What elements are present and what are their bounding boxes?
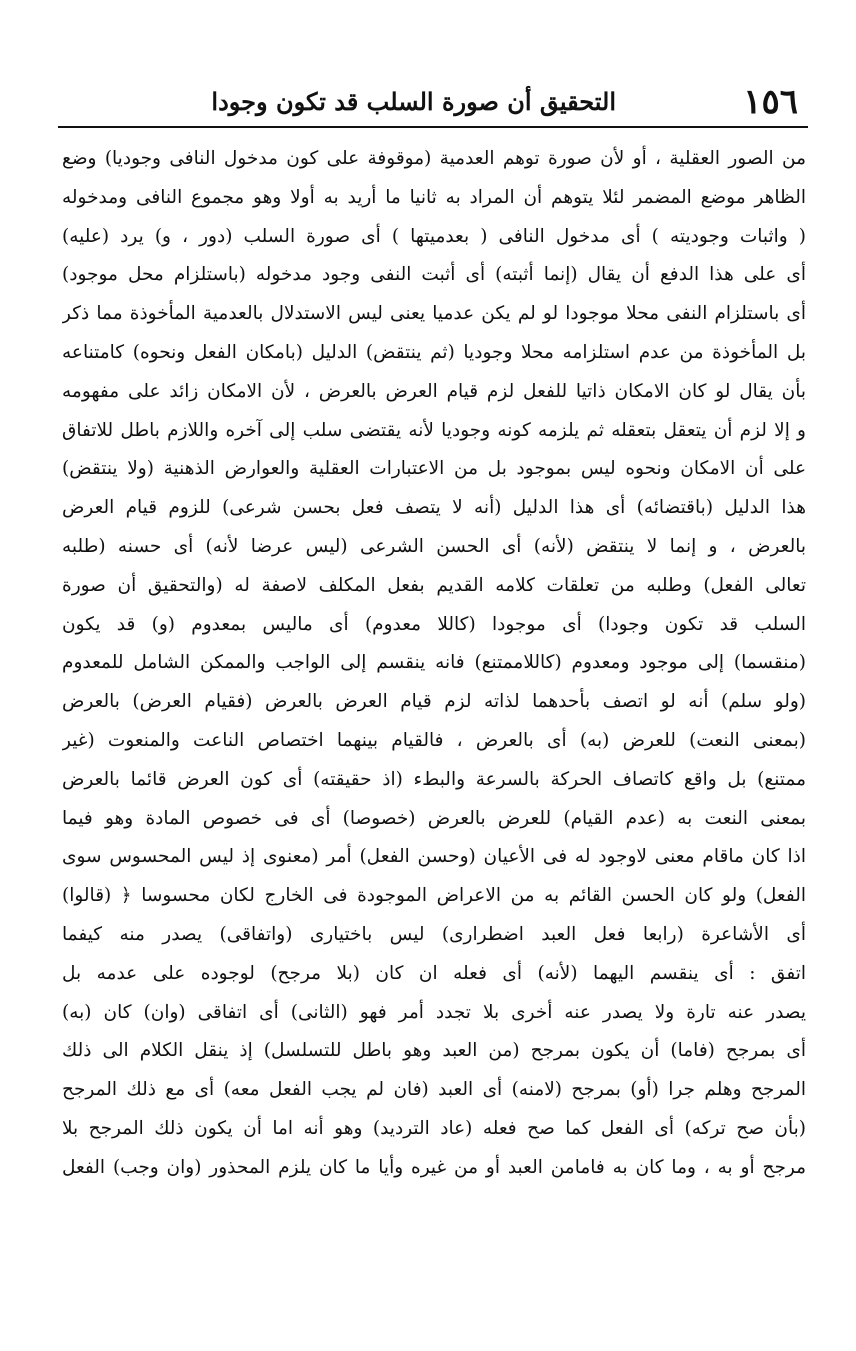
text-line: (بمعنى النعت) للعرض (به) أى بالعرض ، فالقيام بينهما اختصاص الناعت والمنعوت (غير [62,729,806,751]
text-line: مرجح أو به ، وما كان به فامامن العبد أو من غيره وأيا ما كان يلزم المحذور (وان وجب) الفعل [62,1156,806,1178]
text-line: (ولو سلم) أنه لو اتصف بأحدهما لذاته لزم قيام العرض بالعرض (فقيام العرض) بالعرض [62,691,806,713]
header-rule [58,126,808,128]
text-line: (منقسما) إلى موجود ومعدوم (كاللاممتنع) فانه ينقسم إلى الواجب والممكن الشامل للمعدوم [62,652,806,674]
text-line: أى على هذا الدفع أن يقال (إنما أثبته) أى أثبت النفى وجود مدخوله (باستلزام محل موجود) [62,264,806,286]
text-line: بالعرض ، و إنما لا ينتقض (لأنه) أى الحسن الشرعى (ليس عرضا لأنه) أى حسنه (طلبه [62,535,806,557]
page-header [62,82,806,122]
text-line: ممتنع) بل واقع كاتصاف الحركة بالسرعة والبطء (اذ حقيقته) أى كون العرض قائما بالعرض [62,768,806,790]
text-line: هذا الدليل (باقتضائه) أى هذا الدليل (أنه لا يتصف فعل بحسن شرعى) للزوم قيام العرض [62,497,806,519]
text-line: تعالى الفعل) وطلبه من تعلقات كلامه القديم بفعل المكلف لاصفة له (والتحقيق أن صورة [62,574,806,596]
text-line: من الصور العقلية ، أو لأن صورة توهم العدمية (موقوفة على كون مدخول النافى وجوديا) وضع [62,148,806,169]
text-line: بأن يقال لو كان الامكان ذاتيا للفعل لزم قيام العرض بالعرض ، لأن الامكان زائد على مفهومه [62,380,806,402]
text-line: أى الأشاعرة (رابعا فعل العبد اضطرارى) ليس باختيارى (واتفاقى) يصدر منه كيفما [62,923,806,945]
running-head: التحقيق أن صورة السلب قد تكون وجودا [211,87,616,116]
text-line: بل المأخوذة من عدم استلزامه محلا وجوديا (ثم ينتقض) الدليل (بامكان الفعل ونحوه) كامتناعه [62,341,806,363]
text-line: ( واثبات وجوديته ) أى مدخول النافى ( بعدميتها ) أى صورة السلب (دور ، و) يرد (عليه) [62,225,806,247]
body-text [62,140,806,1335]
text-line: على أن الامكان ونحوه ليس بموجود بل من الاعتبارات العقلية والعوارض الذهنية (ولا ينتقض) [62,458,806,480]
page-number: ١٥٦ [743,82,798,122]
text-line: اتفق : أى ينقسم اليهما (لأنه) أى فعله ان كان (بلا مرجح) لوجوده على عدمه بل [62,962,806,984]
text-line: اذا كان ماقام معنى لاوجود له فى الأعيان (وحسن الفعل) أمر (معنوى إذ ليس المحسوس سوى [62,846,806,868]
text-line: (بأن صح تركه) أى الفعل كما صح فعله (عاد الترديد) وهو أنه اما أن يكون ذلك المرجح بلا [62,1117,806,1139]
text-line: أى بمرجح (فاما) أن يكون بمرجح (من العبد وهو باطل للتسلسل) إذ ينقل الكلام الى ذلك [62,1040,806,1062]
text-line: يصدر عنه تارة ولا يصدر عنه أخرى بلا تجدد أمر فهو (الثانى) أى اتفاقى (وان) كان (به) [62,1001,806,1023]
text-line: بمعنى النعت به (عدم القيام) للعرض بالعرض (خصوصا) أى فى خصوص المادة وهو فيما [62,807,806,829]
text-line: الظاهر موضع المضمر لئلا يتوهم أن المراد به ثانيا ما أريد به أولا وهو مجموع النافى ومدخوله [62,186,806,208]
text-line: أى باستلزام النفى محلا موجودا لو لم يكن عدميا يعنى ليس الاستدلال بالعدمية المأخوذة مما ذكر [62,303,806,325]
text-line: و إلا لزم أن يتعقل بتعقله ثم يلزمه كونه وجوديا لأنه يقتضى سلب إلى آخره واللازم باطل للاتفاق [62,419,806,441]
text-line: السلب قد تكون وجودا) أى موجودا (كاللا معدوم) أى ماليس بمعدوم (و) قد يكون [62,613,806,635]
text-line: المرجح وهلم جرا (أو) بمرجح (لامنه) أى العبد (فان لم يجب الفعل معه) أى مع ذلك المرجح [62,1079,806,1101]
text-line: الفعل) ولو كان الحسن القائم به من الاعراض الموجودة فى الخارج لكان محسوسا ﴿ (قالوا) [62,885,806,907]
